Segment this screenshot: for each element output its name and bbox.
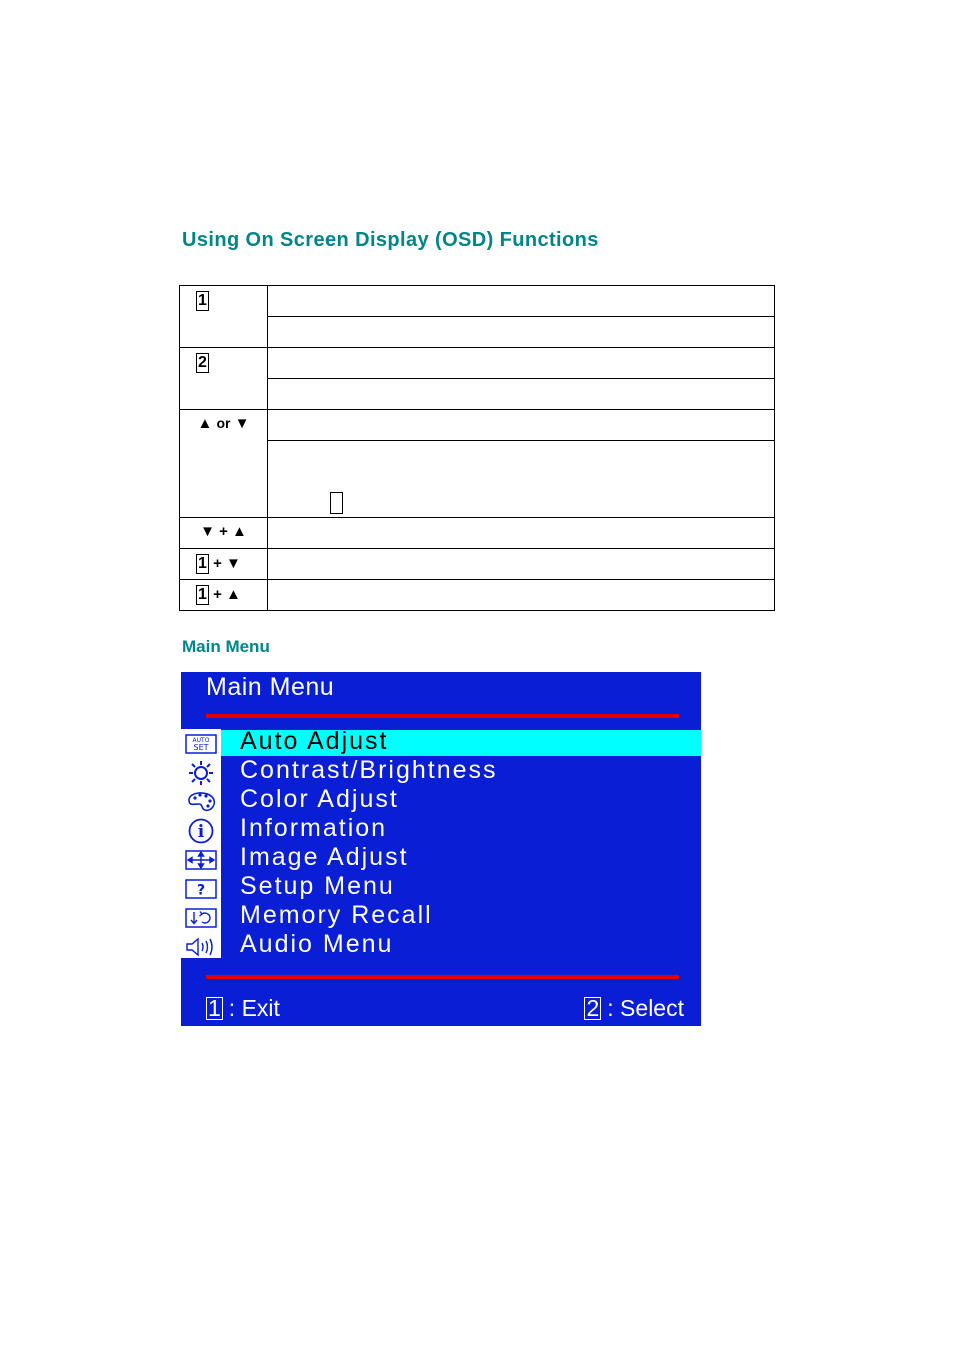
key-cell-1-plus-up [180,580,268,611]
svg-text:AUTO: AUTO [192,737,210,744]
key-1-label: 1 [198,586,207,603]
empty-key-box [330,492,343,514]
desc-cell [268,379,775,410]
key-cell-up-or-down [180,410,268,518]
menu-item-label: Information [240,814,388,842]
memory-recall-icon [185,906,217,930]
plus-sign: + [219,523,228,540]
desc-cell [268,317,775,348]
menu-item-label: Color Adjust [240,785,399,813]
down-arrow-icon: ▼ [226,555,241,572]
desc-cell [268,348,775,379]
key-1-label: 1 [198,555,207,572]
menu-item-information[interactable] [181,816,701,845]
main-menu-subheading: Main Menu [182,637,270,656]
plus-sign: + [213,586,222,603]
desc-cell [268,580,775,611]
select-label: : Select [607,995,684,1021]
key-cell-1-plus-down [180,549,268,580]
resize-arrows-icon [185,848,217,872]
menu-item-label: Setup Menu [240,872,395,900]
osd-title: Main Menu [206,673,335,701]
menu-item-setup-menu[interactable] [181,874,701,903]
desc-cell [268,441,775,518]
auto-set-icon [185,732,217,756]
exit-label: : Exit [228,995,280,1021]
question-icon [185,877,217,901]
menu-item-label: Memory Recall [240,901,433,929]
menu-item-color-adjust[interactable] [181,787,701,816]
key-cell-1 [180,286,268,348]
up-arrow-icon: ▲ [197,415,213,432]
osd-main-menu [181,672,701,1026]
menu-item-contrast-brightness[interactable] [181,758,701,787]
menu-item-label: Contrast/Brightness [240,756,498,784]
speaker-icon [185,935,217,959]
key-cell-down-plus-up [180,518,268,549]
down-arrow-icon: ▼ [200,523,215,540]
menu-item-label: Audio Menu [240,930,394,958]
key-cell-2 [180,348,268,410]
select-hint[interactable] [584,995,684,1022]
divider-bottom [206,975,679,979]
svg-text:SET: SET [193,743,209,752]
palette-icon [185,790,217,814]
svg-text:?: ? [196,882,206,899]
menu-item-audio-menu[interactable] [181,932,701,961]
sun-icon [185,761,217,785]
info-icon [185,819,217,843]
page-heading: Using On Screen Display (OSD) Functions [182,229,599,251]
menu-item-label: Image Adjust [240,843,409,871]
desc-cell [268,549,775,580]
menu-item-auto-adjust[interactable] [181,729,701,758]
exit-hint[interactable] [206,995,280,1022]
down-arrow-icon: ▼ [234,415,250,432]
divider-top [206,714,679,718]
desc-cell [268,410,775,441]
desc-cell [268,518,775,549]
up-arrow-icon: ▲ [226,586,241,603]
svg-text:i: i [197,822,205,842]
or-word: or [216,415,231,431]
menu-item-label: Auto Adjust [240,727,389,755]
key-1-label: 1 [198,292,207,309]
osd-key-table [179,285,775,611]
menu-item-memory-recall[interactable] [181,903,701,932]
select-key: 2 [586,995,600,1021]
plus-sign: + [213,555,222,572]
menu-item-image-adjust[interactable] [181,845,701,874]
up-arrow-icon: ▲ [232,523,247,540]
key-2-label: 2 [198,354,207,371]
exit-key: 1 [208,995,221,1021]
desc-cell [268,286,775,317]
